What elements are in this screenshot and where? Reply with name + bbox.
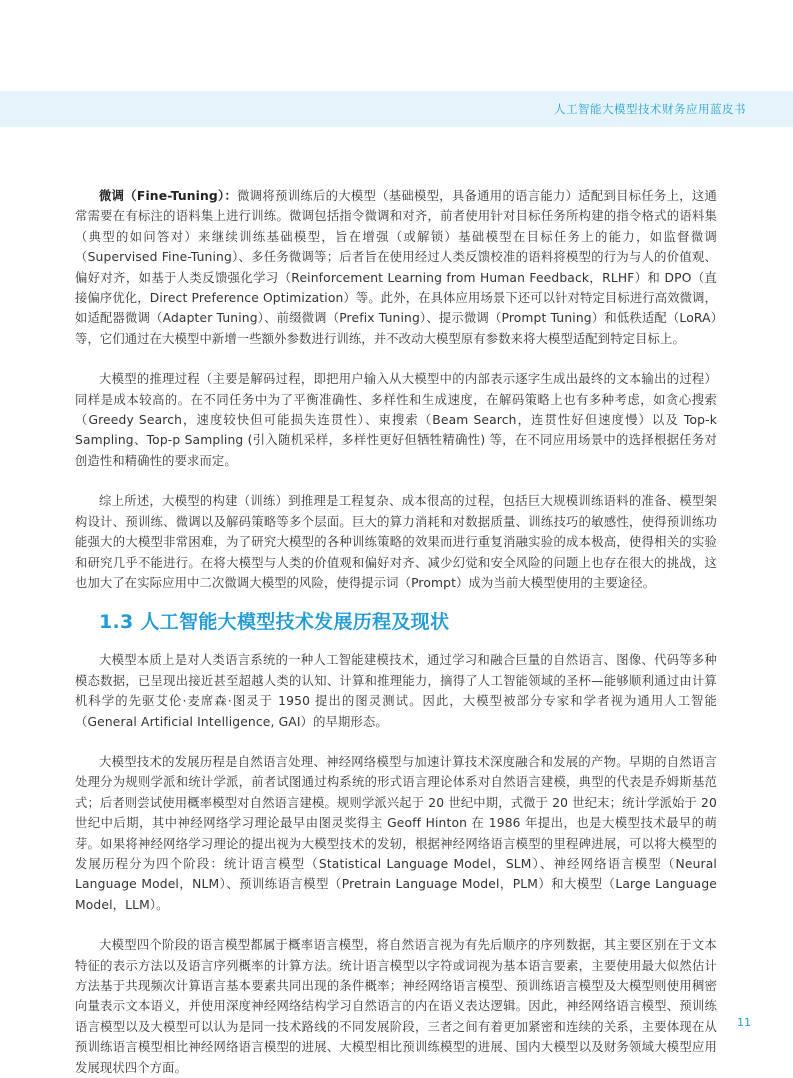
paragraph-four-stages: 大模型四个阶段的语言模型都属于概率语言模型，将自然语言视为有先后顺序的序列数据，其主要区别在于文本特征的表示方法以及语言序列概率的计算方法。统计语言模型以字符或词视为基本语言要素，主要使用最大似然估计方法基于共现频次计算语言基本要素共同出现的条件概率；神经网络语言模型、预训练语言模型及大模型则使用稠密向量表示文本语义，并使用深度神经网络结构学习自然语言的内在语义表达逻辑。因此，神经网络语言模型、预训练语言模型以及大模型可以认为是同一技术路线的不同发展阶段，三者之间有着更加紧密和连续的关系，主要体现在从预训练语言模型相比神经网络语言模型的进展、大模型相比预训练模型的进展、国内大模型以及财务领域大模型应用发展现状四个方面。 [75,938,717,1075]
running-header-title: 人工智能大模型技术财务应用蓝皮书 [554,102,746,116]
header-band [0,91,793,127]
paragraph-fine-tuning-text: 微调将预训练后的大模型（基础模型，具备通用的语言能力）适配到目标任务上，这通常需要在有标注的语料集上进行训练。微调包括指令微调和对齐，前者使用针对目标任务所构建的指令格式的语料集（典型的如问答对）来继续训练基础模型，旨在增强（或解锁）基础模型在目标任务上的能力，如监督微调（Supervised Fine-Tuning）、多任务微调等；后者旨在使用经过人类反馈校准的语料将模型的行为与人的价值观、偏好对齐，如基于人类反馈强化学习（Reinforcement Learning from Human Feedback，RLHF）和 DPO（直接偏序优化，Direct Preference Optimization）等。此外，在具体应用场景下还可以针对特定目标进行高效微调，如适配器微调（Adapter Tuning）、前缀微调（Prefix Tuning）、提示微调（Prompt Tuning）和低秩适配（LoRA）等，它们通过在大模型中新增一些额外参数进行训练，并不改动大模型原有参数来将大模型适配到特定目标上。 [75,189,717,346]
page-number: 11 [737,1016,751,1029]
paragraph-inference: 大模型的推理过程（主要是解码过程，即把用户输入从大模型中的内部表示逐字生成出最终的文本输出的过程）同样是成本较高的。在不同任务中为了平衡准确性、多样性和生成速度，在解码策略上也有多种考虑，如贪心搜索（Greedy Search，速度较快但可能损失连贯性）、束搜索（Beam Search，连贯性好但速度慢）以及 Top-k Sampling、Top-p Sampling (引入随机采样，多样性更好但牺牲精确性) 等，在不同应用场景中的选择根据任务对创造性和精确性的要求而定。 [75,372,717,468]
section-heading: 1.3 人工智能大模型技术发展历程及现状 [99,611,450,634]
page-body [75,186,717,1078]
paragraph-history: 大模型技术的发展历程是自然语言处理、神经网络模型与加速计算技术深度融合和发展的产物。早期的自然语言处理分为规则学派和统计学派，前者试图通过构系统的形式语言理论体系对自然语言建模，典型的代表是乔姆斯基范式；后者则尝试使用概率模型对自然语言建模。规则学派兴起于 20 世纪中期，式微于 20 世纪末；统计学派始于 20 世纪中后期，其中神经网络学习理论最早由图灵奖得主 Geoff Hinton 在 1986 年提出，也是大模型技术最早的萌芽。如果将神经网络学习理论的提出视为大模型技术的发轫，根据神经网络语言模型的里程碑进展，可以将大模型的发展历程分为四个阶段：统计语言模型（Statistical Language Model，SLM）、神经网络语言模型（Neural Language Model，NLM）、预训练语言模型（Pretrain Language Model，PLM）和大模型（Large Language Model，LLM）。 [75,754,717,912]
paragraph-fine-tuning [75,186,717,349]
paragraph-definition: 大模型本质上是对人类语言系统的一种人工智能建模技术，通过学习和融合巨量的自然语言、图像、代码等多种模态数据，已呈现出接近甚至超越人类的认知、计算和推理能力，摘得了人工智能领域的圣杯—能够顺利通过由计算机科学的先驱艾伦·麦席森·图灵于 1950 提出的图灵测试。因此，大模型被部分专家和学者视为通用人工智能（General Artificial Intelligence, GAI）的早期形态。 [75,653,717,729]
paragraph-summary: 综上所述，大模型的构建（训练）到推理是工程复杂、成本很高的过程，包括巨大规模训练语料的准备、模型架构设计、预训练、微调以及解码策略等多个层面。巨大的算力消耗和对数据质量、训练技巧的敏感性，使得预训练功能强大的大模型非常困难，为了研究大模型的各种训练策略的效果而进行重复消融实验的成本极高，使得相关的实验和研究几乎不能进行。在将大模型与人类的价值观和偏好对齐、减少幻觉和安全风险的问题上也存在很大的挑战，这也加大了在实际应用中二次微调大模型的风险，使得提示词（Prompt）成为当前大模型使用的主要途径。 [75,494,717,590]
term-fine-tuning: 微调（Fine-Tuning）： [99,189,238,203]
